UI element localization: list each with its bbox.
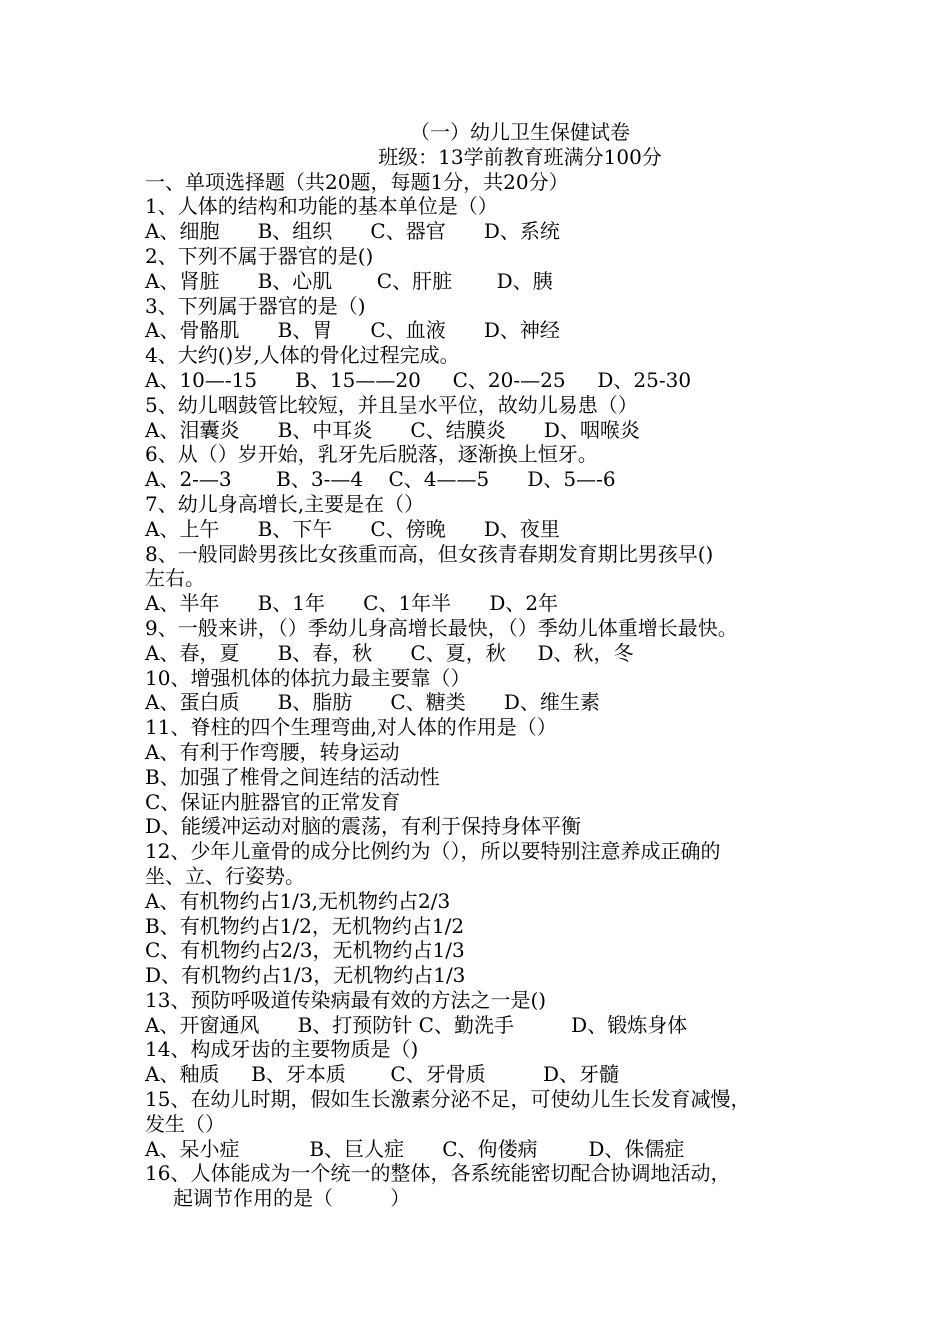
answer-option: D、有机物约占1/3，无机物约占1/3 xyxy=(145,963,466,988)
exam-title: （一）幼儿卫生保健试卷 xyxy=(410,120,630,144)
answer-options: A、半年 B、1年 C、1年半 D、2年 xyxy=(145,591,559,616)
answer-option: B、加强了椎骨之间连结的活动性 xyxy=(145,764,440,789)
answer-options: A、细胞 B、组织 C、器官 D、系统 xyxy=(145,219,560,244)
answer-options: A、蛋白质 B、脂肪 C、糖类 D、维生素 xyxy=(145,690,600,715)
answer-options: A、肾脏 B、心肌 C、肝脏 D、胰 xyxy=(145,268,553,293)
question-line: 16、人体能成为一个统一的整体，各系统能密切配合协调地活动， xyxy=(145,1161,731,1186)
answer-options: A、春，夏 B、春，秋 C、夏，秋 D、秋，冬 xyxy=(145,640,634,665)
answer-options: A、2-—3 B、3-—4 C、4——5 D、5—-6 xyxy=(145,467,616,492)
answer-option: A、有机物约占1/3,无机物约占2/3 xyxy=(145,888,451,913)
question-line: 5、幼儿咽鼓管比较短，并且呈水平位，故幼儿易患（） xyxy=(145,392,638,417)
question-line: 6、从（）岁开始，乳牙先后脱落，逐渐换上恒牙。 xyxy=(145,442,598,467)
question-line: 8、一般同龄男孩比女孩重而高，但女孩青春期发育期比男孩早() xyxy=(145,541,714,566)
answer-option: B、有机物约占1/2，无机物约占1/2 xyxy=(145,913,465,938)
question-line: 11、脊柱的四个生理弯曲,对人体的作用是（） xyxy=(145,715,557,740)
question-line: 9、一般来讲，（）季幼儿身高增长最快，（）季幼儿体重增长最快。 xyxy=(145,615,738,640)
exam-page xyxy=(145,120,835,1211)
question-line-continued: 坐、立、行姿势。 xyxy=(145,863,305,888)
answer-options: A、泪囊炎 B、中耳炎 C、结膜炎 D、咽喉炎 xyxy=(145,417,640,442)
answer-options: A、骨骼肌 B、胃 C、血液 D、神经 xyxy=(145,318,560,343)
question-line: 1、人体的结构和功能的基本单位是（） xyxy=(145,194,498,219)
question-line-continued: 起调节作用的是（ ） xyxy=(173,1186,411,1211)
answer-options: A、10—-15 B、15——20 C、20-—25 D、25-30 xyxy=(145,367,692,392)
exam-subtitle: 班级：13学前教育班满分100分 xyxy=(378,144,662,169)
answer-option: A、有利于作弯腰，转身运动 xyxy=(145,739,400,764)
question-line: 7、幼儿身高增长,主要是在（） xyxy=(145,491,425,516)
answer-option: D、能缓冲运动对脑的震荡，有利于保持身体平衡 xyxy=(145,814,582,839)
section-heading: 一、单项选择题（共20题，每题1分，共20分） xyxy=(145,169,569,194)
question-line: 14、构成牙齿的主要物质是（) xyxy=(145,1037,419,1062)
answer-options: A、釉质 B、牙本质 C、牙骨质 D、牙髓 xyxy=(145,1062,619,1087)
question-line: 13、预防呼吸道传染病最有效的方法之一是() xyxy=(145,987,547,1012)
question-line: 10、增强机体的体抗力最主要靠（） xyxy=(145,665,471,690)
question-line: 4、大约()岁,人体的骨化过程完成。 xyxy=(145,343,460,368)
answer-options: A、开窗通风 B、打预防针 C、勤洗手 D、锻炼身体 xyxy=(145,1012,688,1037)
question-line: 12、少年儿童骨的成分比例约为（），所以要特别注意养成正确的 xyxy=(145,839,721,864)
question-line: 15、在幼儿时期，假如生长激素分泌不足，可使幼儿生长发育减慢， xyxy=(145,1087,751,1112)
question-line: 3、下列属于器官的是（) xyxy=(145,293,366,318)
answer-options: A、呆小症 B、巨人症 C、佝偻病 D、侏儒症 xyxy=(145,1136,685,1161)
answer-options: A、上午 B、下午 C、傍晚 D、夜里 xyxy=(145,516,560,541)
question-line: 2、下列不属于器官的是() xyxy=(145,243,374,268)
answer-option: C、保证内脏器官的正常发育 xyxy=(145,789,401,814)
answer-option: C、有机物约占2/3，无机物约占1/3 xyxy=(145,938,465,963)
question-line-continued: 左右。 xyxy=(145,566,205,591)
question-line-continued: 发生（） xyxy=(145,1111,225,1136)
